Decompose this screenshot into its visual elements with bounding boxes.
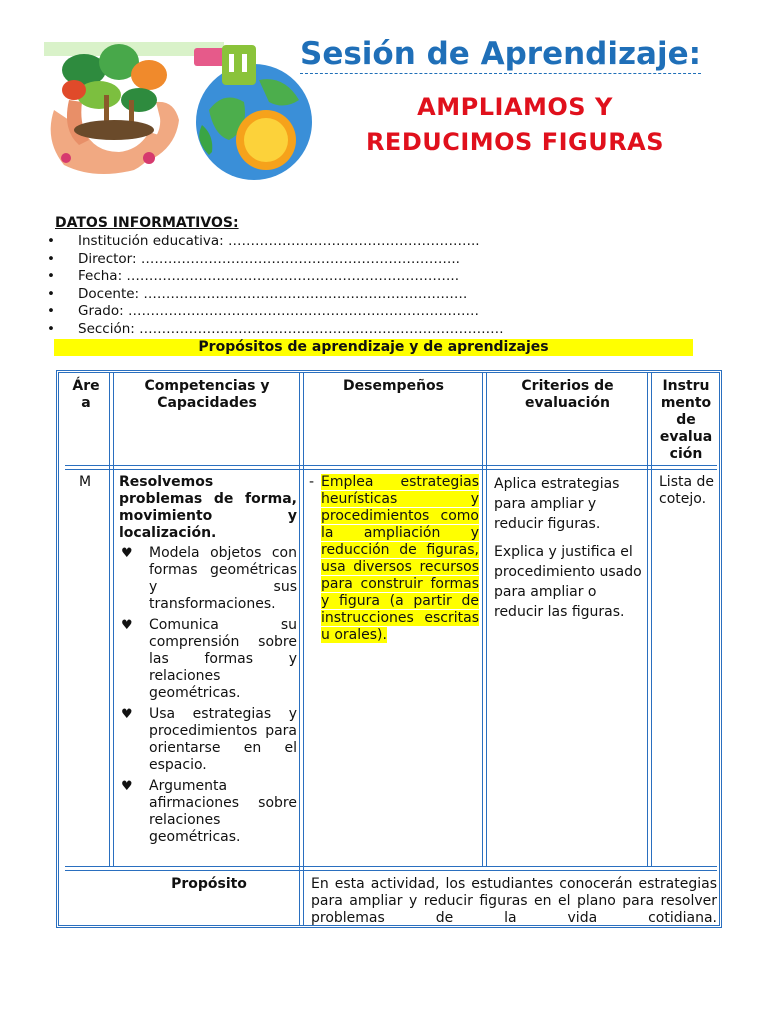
row-divider: [65, 866, 717, 871]
bullet: •: [47, 233, 55, 249]
header-text: Instru: [662, 378, 710, 394]
header-illustration: [44, 40, 312, 180]
row-divider: [65, 465, 717, 470]
proposito-text: En esta actividad, los estudiantes conocerán estrategias para ampliar y reducir figuras en el plano para resolver problemas de la vida cotidiana.: [311, 876, 717, 926]
bullet: •: [47, 268, 55, 285]
header-text: Áre: [72, 378, 100, 394]
desempeno-cell: [309, 474, 479, 644]
criterio-text: Explica y justifica el procedimiento usado para ampliar o reducir las figuras.: [494, 544, 642, 620]
bullet: •: [47, 285, 55, 302]
capacidades-list: [121, 545, 297, 850]
bullet: •: [47, 250, 55, 267]
datos-item: [47, 321, 504, 339]
capacidad-item: [121, 617, 297, 702]
subtitle-line: AMPLIAMOS Y: [417, 93, 613, 121]
datos-item-text: Director: ……………………………………………………………..: [78, 250, 460, 267]
header-text: de: [676, 412, 696, 428]
bullet: •: [47, 303, 55, 320]
heart-bullet-icon: ♥: [121, 707, 133, 722]
datos-item-text: Grado: ……………………………………………………………………: [78, 303, 479, 320]
dash-bullet: -: [309, 474, 315, 490]
datos-item-text: Sección: ………………………………………………………………………: [78, 320, 504, 337]
criterios-cell: [494, 474, 644, 630]
desempeno-text: Emplea estrategias heurísticas y procedimientos como la ampliación y reducción de figuras, usa diversos recursos para construir formas y figura (a partir de instrucciones escritas u orales).: [321, 474, 479, 643]
datos-item-text: Fecha: ………………………………………………………………..: [78, 268, 460, 285]
criterio-text: Aplica estrategias para ampliar y reducir figuras.: [494, 476, 620, 532]
datos-item: [47, 268, 504, 286]
column-divider: [109, 373, 114, 866]
datos-item-text: Institución educativa: ………………………………………………..: [78, 233, 480, 249]
header-text: ción: [669, 446, 703, 462]
datos-list: [47, 233, 504, 339]
capacidad-text: Argumenta afirmaciones sobre relaciones geométricas.: [149, 778, 297, 845]
heart-bullet-icon: ♥: [121, 779, 133, 794]
area-cell: M: [79, 474, 92, 490]
column-divider: [482, 373, 487, 866]
header-text: Capacidades: [157, 395, 257, 411]
capacidad-item: [121, 545, 297, 613]
datos-item: [47, 303, 504, 321]
page-title: Sesión de Aprendizaje:: [300, 36, 701, 72]
header-text: mento: [660, 395, 712, 411]
datos-item-text: Docente: ………………………………………………………………: [78, 285, 468, 302]
header-area: [63, 378, 109, 412]
header-text: evaluación: [525, 395, 610, 411]
datos-heading: DATOS INFORMATIVOS:: [55, 215, 239, 231]
header-criterios: [488, 378, 647, 412]
competencia-title: Resolvemos problemas de forma, movimiento y localización.: [119, 474, 297, 541]
purposes-heading: Propósitos de aprendizaje y de aprendizajes: [54, 339, 693, 356]
column-divider: [299, 373, 304, 925]
header-competencias: [115, 378, 299, 412]
learning-table: [56, 370, 722, 928]
header-text: Criterios de: [521, 378, 614, 394]
header-desempenos: Desempeños: [343, 378, 444, 394]
proposito-label: Propósito: [171, 876, 247, 892]
capacidad-item: [121, 706, 297, 774]
header-text: Competencias y: [144, 378, 270, 394]
instrumento-cell: Lista de cotejo.: [659, 474, 715, 507]
session-subtitle: [300, 90, 730, 160]
header-instrumento: [653, 378, 719, 463]
capacidad-item: [121, 778, 297, 846]
heart-bullet-icon: ♥: [121, 618, 133, 633]
header-text: a: [81, 395, 91, 411]
heart-bullet-icon: ♥: [121, 546, 133, 561]
capacidad-text: Usa estrategias y procedimientos para orientarse en el espacio.: [149, 706, 297, 773]
header-text: evalua: [659, 429, 713, 445]
ecology-hands-globe-icon: [44, 40, 312, 180]
capacidad-text: Modela objetos con formas geométricas y sus transformaciones.: [149, 545, 297, 612]
datos-item: [47, 233, 504, 251]
bullet: •: [47, 320, 55, 337]
capacidad-text: Comunica su comprensión sobre las formas y relaciones geométricas.: [149, 617, 297, 701]
subtitle-line: REDUCIMOS FIGURAS: [365, 128, 665, 156]
datos-item: [47, 251, 504, 269]
datos-item: [47, 286, 504, 304]
column-divider: [647, 373, 652, 866]
